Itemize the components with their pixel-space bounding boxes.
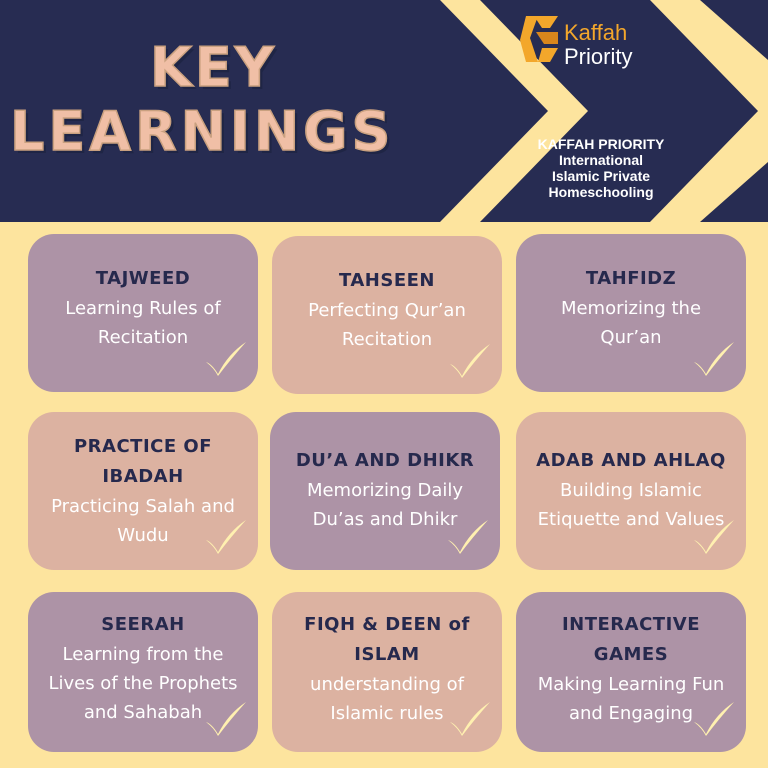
kaffah-logo-icon [520, 14, 560, 64]
checkmark-icon [690, 698, 736, 738]
card-description: Making Learning Fun and Engaging [537, 674, 725, 724]
checkmark-icon [690, 516, 736, 556]
checkmark-icon [446, 698, 492, 738]
card-description: Practicing Salah and Wudu [51, 496, 235, 546]
card-tajweed [28, 234, 258, 392]
card-description: Perfecting Qur’an Recitation [308, 300, 466, 350]
card-dua-and-dhikr [270, 412, 500, 570]
card-title: TAHFIDZ [585, 268, 677, 289]
card-seerah [28, 592, 258, 752]
tagline-line: KAFFAH PRIORITY [537, 136, 665, 152]
card-description: Memorizing the Qur’an [560, 298, 702, 348]
card-title: INTERACTIVE GAMES [561, 614, 701, 665]
checkmark-icon [202, 516, 248, 556]
card-interactive-games [516, 592, 746, 752]
page-title-line2: LEARNINGS [10, 100, 395, 163]
tagline-line: International [558, 152, 643, 168]
card-title: FIQH & DEEN of ISLAM [304, 614, 470, 665]
card-description: Learning from the Lives of the Prophets and Sahabah [48, 644, 238, 723]
logo-word-kaffah: Kaffah [564, 20, 628, 45]
card-description: Memorizing Daily Du’as and Dhikr [306, 480, 464, 530]
logo-word-priority: Priority [564, 44, 633, 69]
card-adab-and-ahlaq [516, 412, 746, 570]
card-tahseen [272, 236, 502, 394]
card-title: PRACTICE OF IBADAH [73, 436, 213, 487]
card-description: Building Islamic Etiquette and Values [537, 480, 725, 530]
tagline-line: Islamic Private [551, 168, 651, 184]
card-practice-of-ibadah [28, 412, 258, 570]
card-tahfidz [516, 234, 746, 392]
header-banner [0, 0, 768, 222]
card-title: DU’A AND DHIKR [295, 450, 475, 471]
card-title: ADAB AND AHLAQ [536, 450, 726, 471]
checkmark-icon [202, 338, 248, 378]
checkmark-icon [446, 340, 492, 380]
brand-logo [520, 14, 670, 72]
checkmark-icon [690, 338, 736, 378]
tagline-line: Homeschooling [548, 184, 654, 200]
page-title-line1: KEY [150, 36, 277, 99]
card-title: TAHSEEN [339, 270, 435, 291]
card-description: understanding of Islamic rules [310, 674, 464, 724]
checkmark-icon [444, 516, 490, 556]
checkmark-icon [202, 698, 248, 738]
card-fiqh-deen-of-islam [272, 592, 502, 752]
card-title: SEERAH [101, 614, 185, 635]
card-title: TAJWEED [95, 268, 191, 289]
tagline [516, 136, 686, 200]
card-description: Learning Rules of Recitation [65, 298, 221, 348]
